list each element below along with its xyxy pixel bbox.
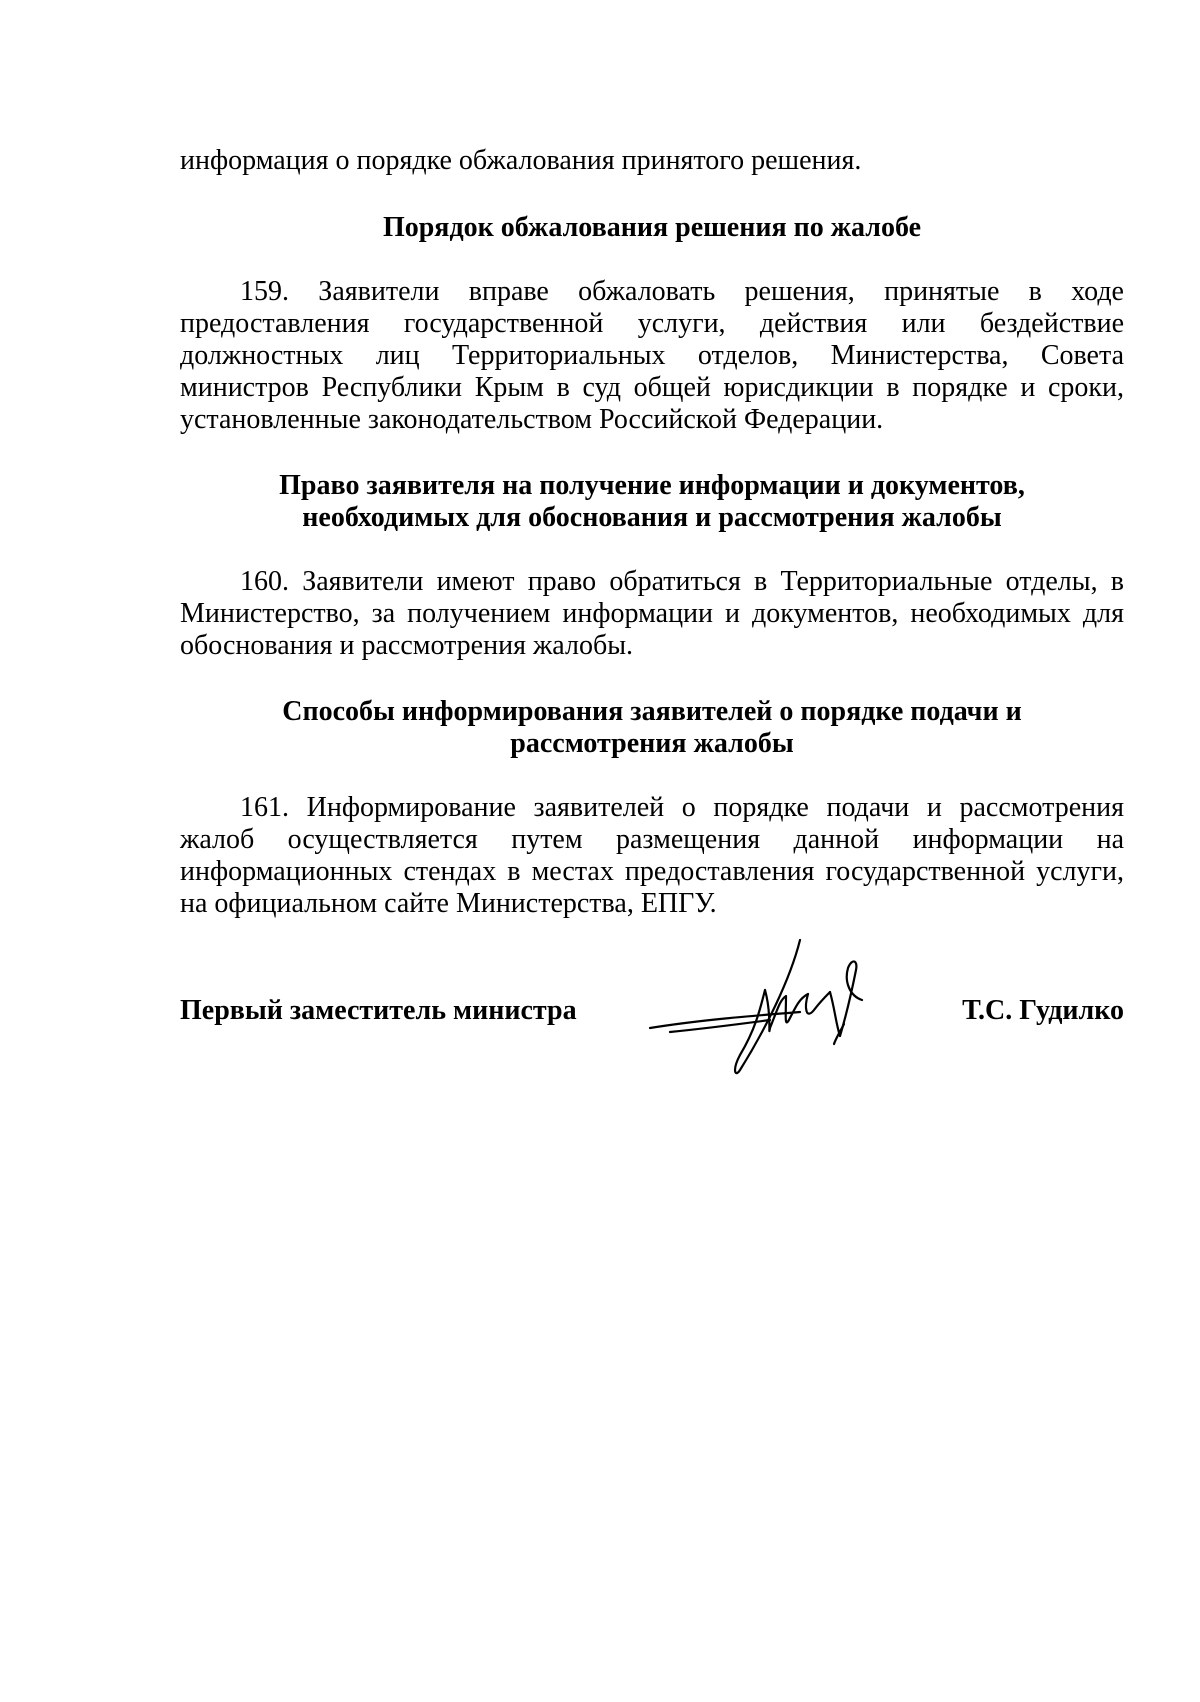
signer-position: Первый заместитель министра xyxy=(180,995,577,1026)
handwritten-signature xyxy=(640,920,880,1080)
section-heading-appeal-procedure xyxy=(180,212,1124,244)
section-heading-right-to-information xyxy=(180,470,1124,534)
paragraph-160: 160. Заявители имеют право обратиться в Территориальные отделы, в Министерство, за получением информации и документов, необходимых для обоснования и рассмотрения жалобы. xyxy=(180,566,1124,661)
section-heading-informing-methods xyxy=(180,696,1124,760)
signer-name: Т.С. Гудилко xyxy=(962,995,1124,1026)
heading-line: необходимых для обоснования и рассмотрения жалобы xyxy=(302,502,1002,533)
heading-line: Порядок обжалования решения по жалобе xyxy=(382,212,922,243)
heading-line: рассмотрения жалобы xyxy=(510,728,794,759)
paragraph-161: 161. Информирование заявителей о порядке подачи и рассмотрения жалоб осуществляется путем размещения данной информации на информационных стендах в местах предоставления государственной услуги, на официальном сайте Министерства, ЕПГУ. xyxy=(180,792,1124,919)
lead-text: информация о порядке обжалования принятого решения. xyxy=(180,145,862,176)
paragraph-159: 159. Заявители вправе обжаловать решения, принятые в ходе предоставления государственной услуги, действия или бездействие должностных лиц Территориальных отделов, Министерства, Совета министров Республики Крым в суд общей юрисдикции в порядке и сроки, установленные законодательством Российской Федерации. xyxy=(180,276,1124,435)
heading-line: Способы информирования заявителей о порядке подачи и xyxy=(282,696,1022,727)
heading-line: Право заявителя на получение информации и документов, xyxy=(279,470,1025,501)
